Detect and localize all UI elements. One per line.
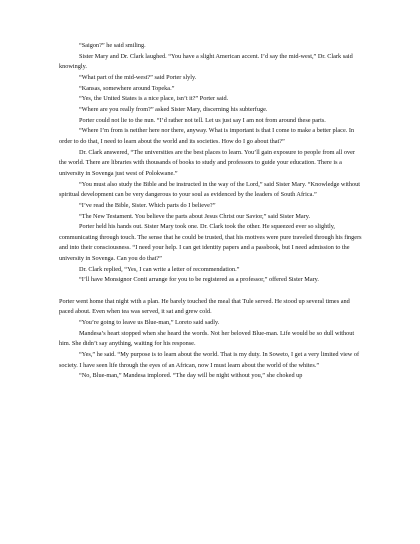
paragraph: “Yes, the United States is a nice place, isn’t it?” Porter said. (79, 95, 229, 103)
paragraph: “What part of the mid-west?” said Porter slyly. (79, 73, 197, 81)
paragraph: Mandesa’s heart stopped when she heard the words. Not her beloved Blue-man. Life would be so dull without him. She didn’t say anything, waiting for his response. (59, 329, 355, 348)
paragraph: Sister Mary and Dr. Clark laughed. “You have a slight American accent. I’d say the mid-west,” Dr. Clark said knowingly. (59, 52, 353, 71)
body-text (59, 41, 362, 382)
paragraph: “You’re going to leave us Blue-man,” Loreto said sadly. (79, 319, 220, 327)
paragraph: “No, Blue-man,” Mandesa implored. “The day will be night without you,” she choked up (79, 372, 303, 380)
paragraph: Dr. Clark replied, “Yes, I can write a letter of recommendation.” (79, 265, 240, 273)
paragraph: “You must also study the Bible and be instructed in the way of the Lord,” said Sister Mary. “Knowledge without spiritual development can be very dangerous to your soul as evidenced by the leaders of South Africa.” (59, 180, 361, 199)
paragraph: Porter could not lie to the nun. “I’d rather not tell. Let us just say I am not from around these parts. (79, 116, 326, 124)
paragraph: “The New Testament. You believe the parts about Jesus Christ our Savior,” said Sister Mary. (79, 212, 311, 220)
paragraph: Porter held his hands out. Sister Mary took one. Dr. Clark took the other. He squeezed ever so slightly, communicating through touch. The sense that he could be trusted, that his motives were pure traveled through his fingers and into their consciousness. “I need your help. I can get identity papers and a passbook, but I need admission to the university in Sovenga. Can you do that?” (59, 223, 362, 263)
paragraph: “Kansas, somewhere around Topeka.” (79, 84, 175, 92)
paragraph: “I’ll have Monsignor Conti arrange for you to be registered as a professor,” offered Sister Mary. (79, 276, 319, 284)
paragraph: “Where are you really from?” asked Sister Mary, discerning his subterfuge. (79, 105, 268, 113)
paragraph: “Saigon?” he said smiling. (79, 42, 146, 49)
paragraph: “I’ve read the Bible, Sister. Which parts do I believe?” (79, 201, 216, 209)
paragraph: “Yes,” he said. “My purpose is to learn about the world. That is my duty. In Soweto, I get a very limited view of society. I have seen life through the eyes of an African, now I must learn about the world of the whites.” (59, 351, 360, 369)
paragraph: “Where I’m from is neither here nor there, anyway. What is important is that I come to make a better place. In order to do that, I need to learn about the world and its societies. How do I go about that?” (59, 127, 355, 145)
section-first-paragraph: Porter went home that night with a plan. He barely touched the meal that Tule served. He stood up several times and paced about. Even when tea was served, it sat and grew cold. (59, 297, 350, 316)
paragraph: Dr. Clark answered, “The universities are the best places to learn. You’ll gain exposure to people from all over the world. There are libraries with thousands of books to study and professors to guide your education. There is a university in Sovenga just west of Polokwane.” (59, 148, 355, 177)
